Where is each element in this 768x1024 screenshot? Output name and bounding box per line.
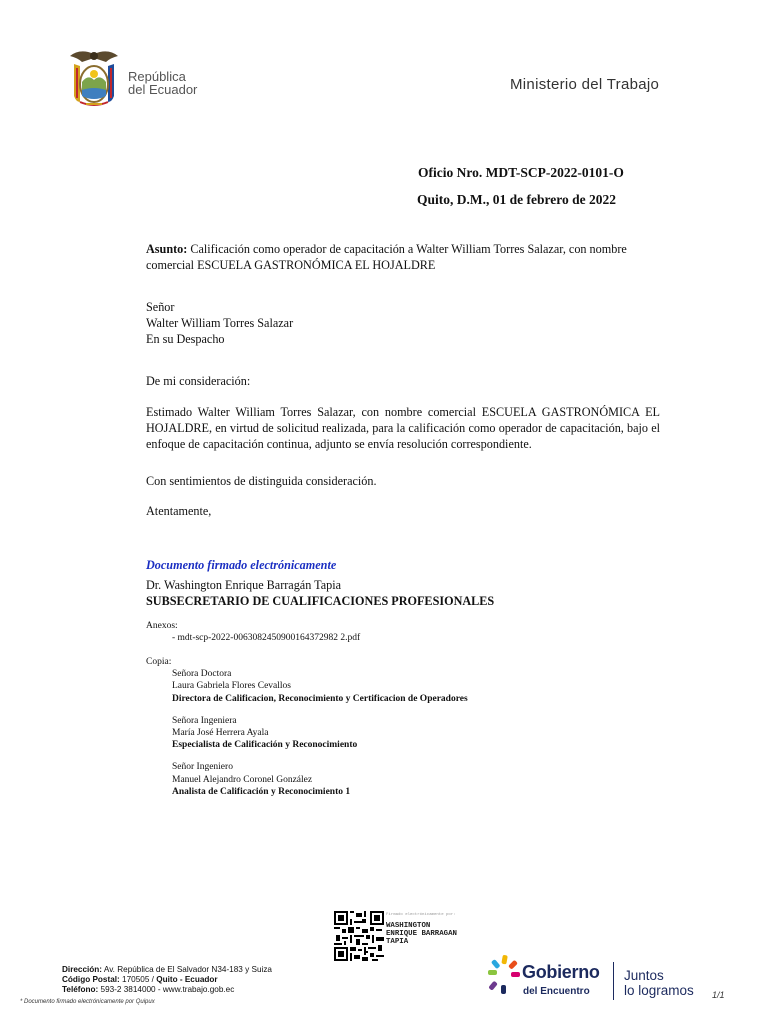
copia-tratamiento: Señora Doctora xyxy=(172,669,232,680)
republica-line-1: República xyxy=(128,69,186,84)
oficio-number: Oficio Nro. MDT-SCP-2022-0101-O xyxy=(418,165,624,180)
copia-label: Copia: xyxy=(146,657,172,667)
copia-persona xyxy=(146,668,468,705)
firmante-cargo: SUBSECRETARIO DE CUALIFICACIONES PROFESIONALES xyxy=(146,594,495,608)
copia-tratamiento: Señor Ingeniero xyxy=(172,762,233,773)
copia-cargo: Analista de Calificación y Reconocimiento 1 xyxy=(172,786,351,797)
firma-leyenda: Firmado electrónicamente por: xyxy=(386,913,456,917)
atentamente: Atentamente, xyxy=(146,504,212,518)
republica-ecuador-text xyxy=(128,70,197,96)
codigo-postal: 170505 xyxy=(122,974,150,984)
copia-nombre: María José Herrera Ayala xyxy=(172,728,269,739)
asunto-block xyxy=(146,241,660,273)
cuerpo-parrafo: Estimado Walter William Torres Salazar, con nombre comercial ESCUELA GASTRONÓMICA EL HOJALDRE, en virtud de solicitud realizada, para la calificación como operador de capacitación, bajo el enfoque de capacitación continua, adjunto se envía resolución correspondiente. xyxy=(146,405,660,451)
lema-l2: lo logramos xyxy=(624,982,694,998)
copia-tratamiento: Señora Ingeniera xyxy=(172,715,237,726)
firma-nombre-l1: WASHINGTON xyxy=(386,922,431,930)
copia-persona xyxy=(146,715,468,752)
copia-cargo: Especialista de Calificación y Reconocimiento xyxy=(172,740,358,751)
gobierno-divider xyxy=(613,962,614,1000)
copia-cargo: Directora de Calificacion, Reconocimiento y Certificacion de Operadores xyxy=(172,693,468,704)
page-number: 1/1 xyxy=(712,990,725,1000)
direccion-label: Dirección: xyxy=(62,965,103,974)
telefono-label: Teléfono: xyxy=(62,984,99,994)
firmado-electronicamente: Documento firmado electrónicamente xyxy=(146,558,337,572)
footer-contact: Dirección: Av. República de El Salvador N34-183 y Suiza Código Postal: 170505 / Quito - Ecuador Teléfono: 593-2 3814000 - www.trabajo.gob.ec xyxy=(62,965,272,994)
ecuador-coat-of-arms-icon xyxy=(66,46,122,112)
oficio-date: Quito, D.M., 01 de febrero de 2022 xyxy=(417,192,616,207)
firma-nombre-l2: ENRIQUE BARRAGAN xyxy=(386,930,457,938)
copia-block xyxy=(146,656,468,798)
juntos-lema xyxy=(624,969,694,998)
firma-nombre-l3: TAPIA xyxy=(386,938,409,946)
copia-nombre: Laura Gabriela Flores Cevallos xyxy=(172,681,291,692)
telefono: 593-2 3814000 - www.trabajo.gob.ec xyxy=(100,984,235,994)
gobierno-encuentro-logo-icon xyxy=(488,955,520,999)
asunto-text: Calificación como operador de capacitación a Walter William Torres Salazar, con nombre comercial ESCUELA GASTRONÓMICA EL HOJALDRE xyxy=(146,242,627,272)
asunto-label: Asunto: xyxy=(146,242,188,256)
anexos-block xyxy=(146,620,360,644)
direccion: Av. República de El Salvador N34-183 y Suiza xyxy=(103,965,272,974)
destinatario-block xyxy=(146,299,660,347)
destinatario-nombre: Walter William Torres Salazar xyxy=(146,316,294,330)
despedida: Con sentimientos de distinguida consideración. xyxy=(146,474,377,488)
quipux-note: * Documento firmado electrónicamente por Quipux xyxy=(20,999,155,1005)
destinatario-tratamiento: Señor xyxy=(146,300,175,314)
copia-nombre: Manuel Alejandro Coronel González xyxy=(172,774,313,785)
firma-nombre xyxy=(386,922,457,946)
gobierno-sub: del Encuentro xyxy=(523,986,590,997)
anexos-label: Anexos: xyxy=(146,621,178,631)
qr-code-icon xyxy=(334,911,384,961)
firmante-nombre: Dr. Washington Enrique Barragán Tapia xyxy=(146,578,342,592)
gobierno-word: Gobierno xyxy=(522,962,600,982)
ministerio-title: Ministerio del Trabajo xyxy=(510,76,660,93)
republica-line-2: del Ecuador xyxy=(128,82,198,97)
ciudad: Quito - Ecuador xyxy=(156,974,218,984)
destinatario-lugar: En su Despacho xyxy=(146,332,225,346)
codigo-postal-label: Código Postal: xyxy=(62,974,120,984)
copia-persona xyxy=(146,761,468,798)
anexo-item: - mdt-scp-2022-0063082450900164372982 2.pdf xyxy=(172,633,361,644)
saludo: De mi consideración: xyxy=(146,374,251,388)
lema-l1: Juntos xyxy=(624,968,664,983)
